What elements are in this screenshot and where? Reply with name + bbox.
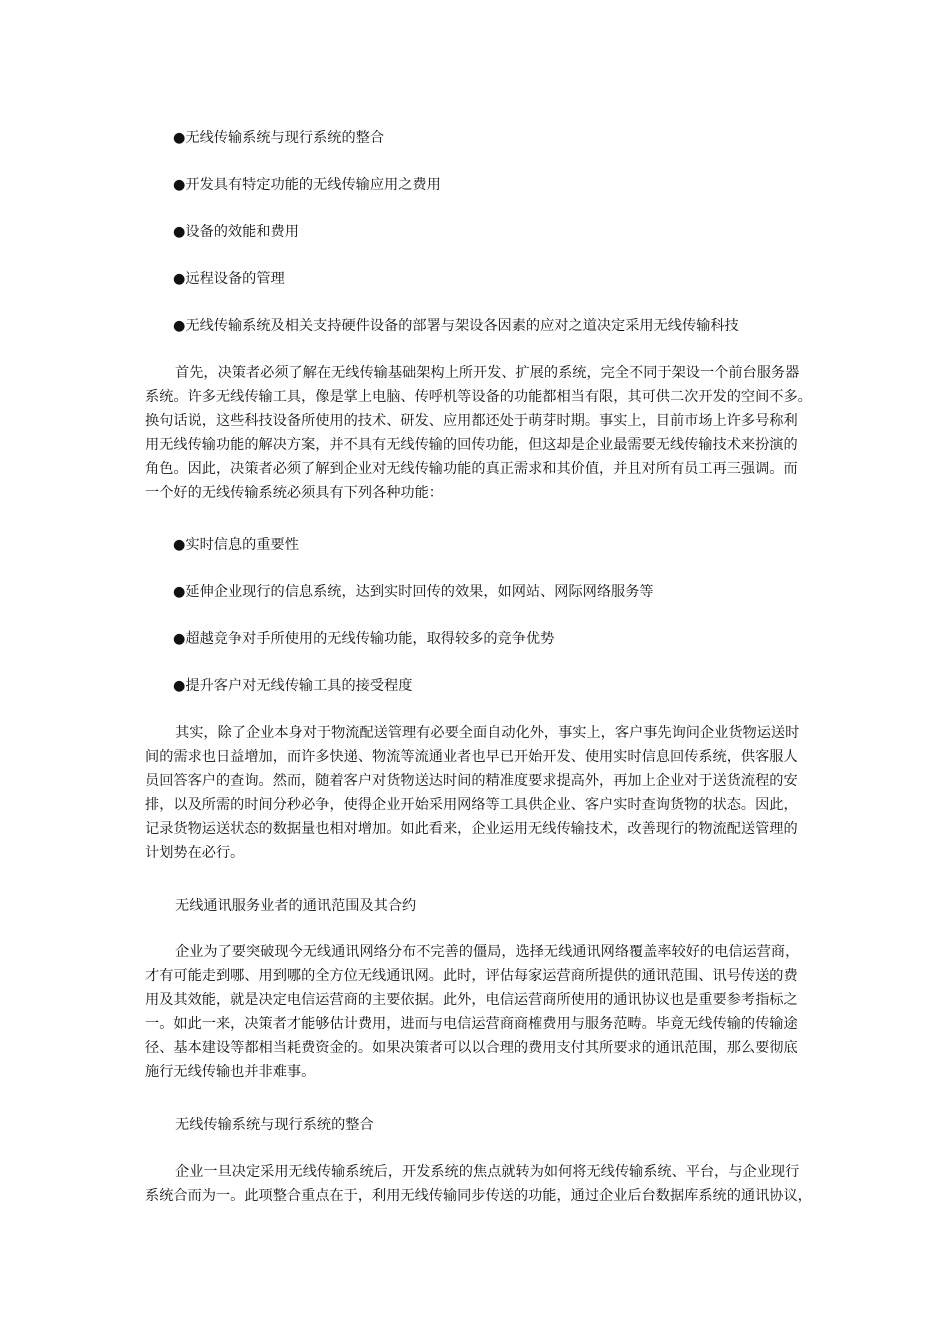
paragraph-line: 首先，决策者必须了解在无线传输基础架构上所开发、扩展的系统，完全不同于架设一个前台服务器: [175, 365, 800, 381]
paragraph-line: 一个好的无线传输系统必须具有下列各种功能：: [145, 485, 443, 501]
paragraph-line: 记录货物运送状态的数据量也相对增加。如此看来，企业运用无线传输技术，改善现行的物流配送管理的: [145, 821, 798, 837]
paragraph-line: 间的需求也日益增加，而许多快递、物流等流通业者也早已开始开发、使用实时信息回传系统，供客服人: [145, 749, 798, 765]
paragraph-line: 企业为了要突破现今无线通讯网络分布不完善的僵局，选择无线通讯网络覆盖率较好的电信运营商，: [175, 944, 800, 960]
bullet-item: ●实时信息的重要性: [173, 537, 299, 553]
paragraph: [145, 721, 813, 865]
paragraph-line: 角色。因此，决策者必须了解到企业对无线传输功能的真正需求和其价值，并且对所有员工再三强调。而: [145, 461, 798, 477]
paragraph-line: 用及其效能，就是决定电信运营商的主要依据。此外，电信运营商所使用的通讯协议也是重要参考指标之: [145, 992, 798, 1008]
section-heading: 无线传输系统与现行系统的整合: [175, 1117, 374, 1133]
paragraph-line: 径、基本建设等都相当耗费资金的。如果决策者可以以合理的费用支付其所要求的通讯范围，那么要彻底: [145, 1040, 798, 1056]
bullet-item: ●无线传输系统与现行系统的整合: [173, 130, 385, 146]
paragraph-line: 才有可能走到哪、用到哪的全方位无线通讯网。此时，评估每家运营商所提供的通讯范围、讯号传送的费: [145, 968, 798, 984]
paragraph-line: 用无线传输功能的解决方案，并不具有无线传输的回传功能，但这却是企业最需要无线传输技术来扮演的: [145, 437, 798, 453]
bullet-item: ●提升客户对无线传输工具的接受程度: [173, 678, 413, 694]
paragraph: [145, 940, 813, 1084]
bullet-item: ●远程设备的管理: [173, 271, 285, 287]
paragraph-line: 系统合而为一。此项整合重点在于，利用无线传输同步传送的功能，通过企业后台数据库系统的通讯协议，: [145, 1188, 812, 1204]
paragraph-line: 施行无线传输也并非难事。: [145, 1064, 316, 1080]
paragraph-line: 换句话说，这些科技设备所使用的技术、研发、应用都还处于萌芽时期。事实上，目前市场上许多号称利: [145, 413, 798, 429]
paragraph-line: 排，以及所需的时间分秒必争，使得企业开始采用网络等工具供企业、客户实时查询货物的状态。因此，: [145, 797, 798, 813]
paragraph-line: 其实，除了企业本身对于物流配送管理有必要全面自动化外，事实上，客户事先询问企业货物运送时: [175, 725, 800, 741]
paragraph-line: 系统。许多无线传输工具，像是掌上电脑、传呼机等设备的功能都相当有限，其可供二次开发的空间不多。: [145, 389, 812, 405]
paragraph: [145, 1160, 813, 1208]
section-heading: 无线通讯服务业者的通讯范围及其合约: [175, 898, 417, 914]
bullet-item: ●延伸企业现行的信息系统，达到实时回传的效果，如网站、网际网络服务等: [173, 584, 654, 600]
bullet-item: ●开发具有特定功能的无线传输应用之费用: [173, 177, 441, 193]
bullet-item: ●超越竞争对手所使用的无线传输功能，取得较多的竞争优势: [173, 631, 555, 647]
paragraph-line: 员回答客户的查询。然而，随着客户对货物送达时间的精准度要求提高外，再加上企业对于送货流程的安: [145, 773, 798, 789]
paragraph-line: 企业一旦决定采用无线传输系统后，开发系统的焦点就转为如何将无线传输系统、平台，与企业现行: [175, 1164, 800, 1180]
paragraph: [145, 361, 813, 505]
bullet-item: ●设备的效能和费用: [173, 224, 299, 240]
paragraph-line: 计划势在必行。: [145, 845, 245, 861]
paragraph-line: 一。如此一来，决策者才能够估计费用，进而与电信运营商商榷费用与服务范畴。毕竟无线传输的传输途: [145, 1016, 798, 1032]
bullet-item: ●无线传输系统及相关支持硬件设备的部署与架设各因素的应对之道决定采用无线传输科技: [173, 318, 739, 334]
